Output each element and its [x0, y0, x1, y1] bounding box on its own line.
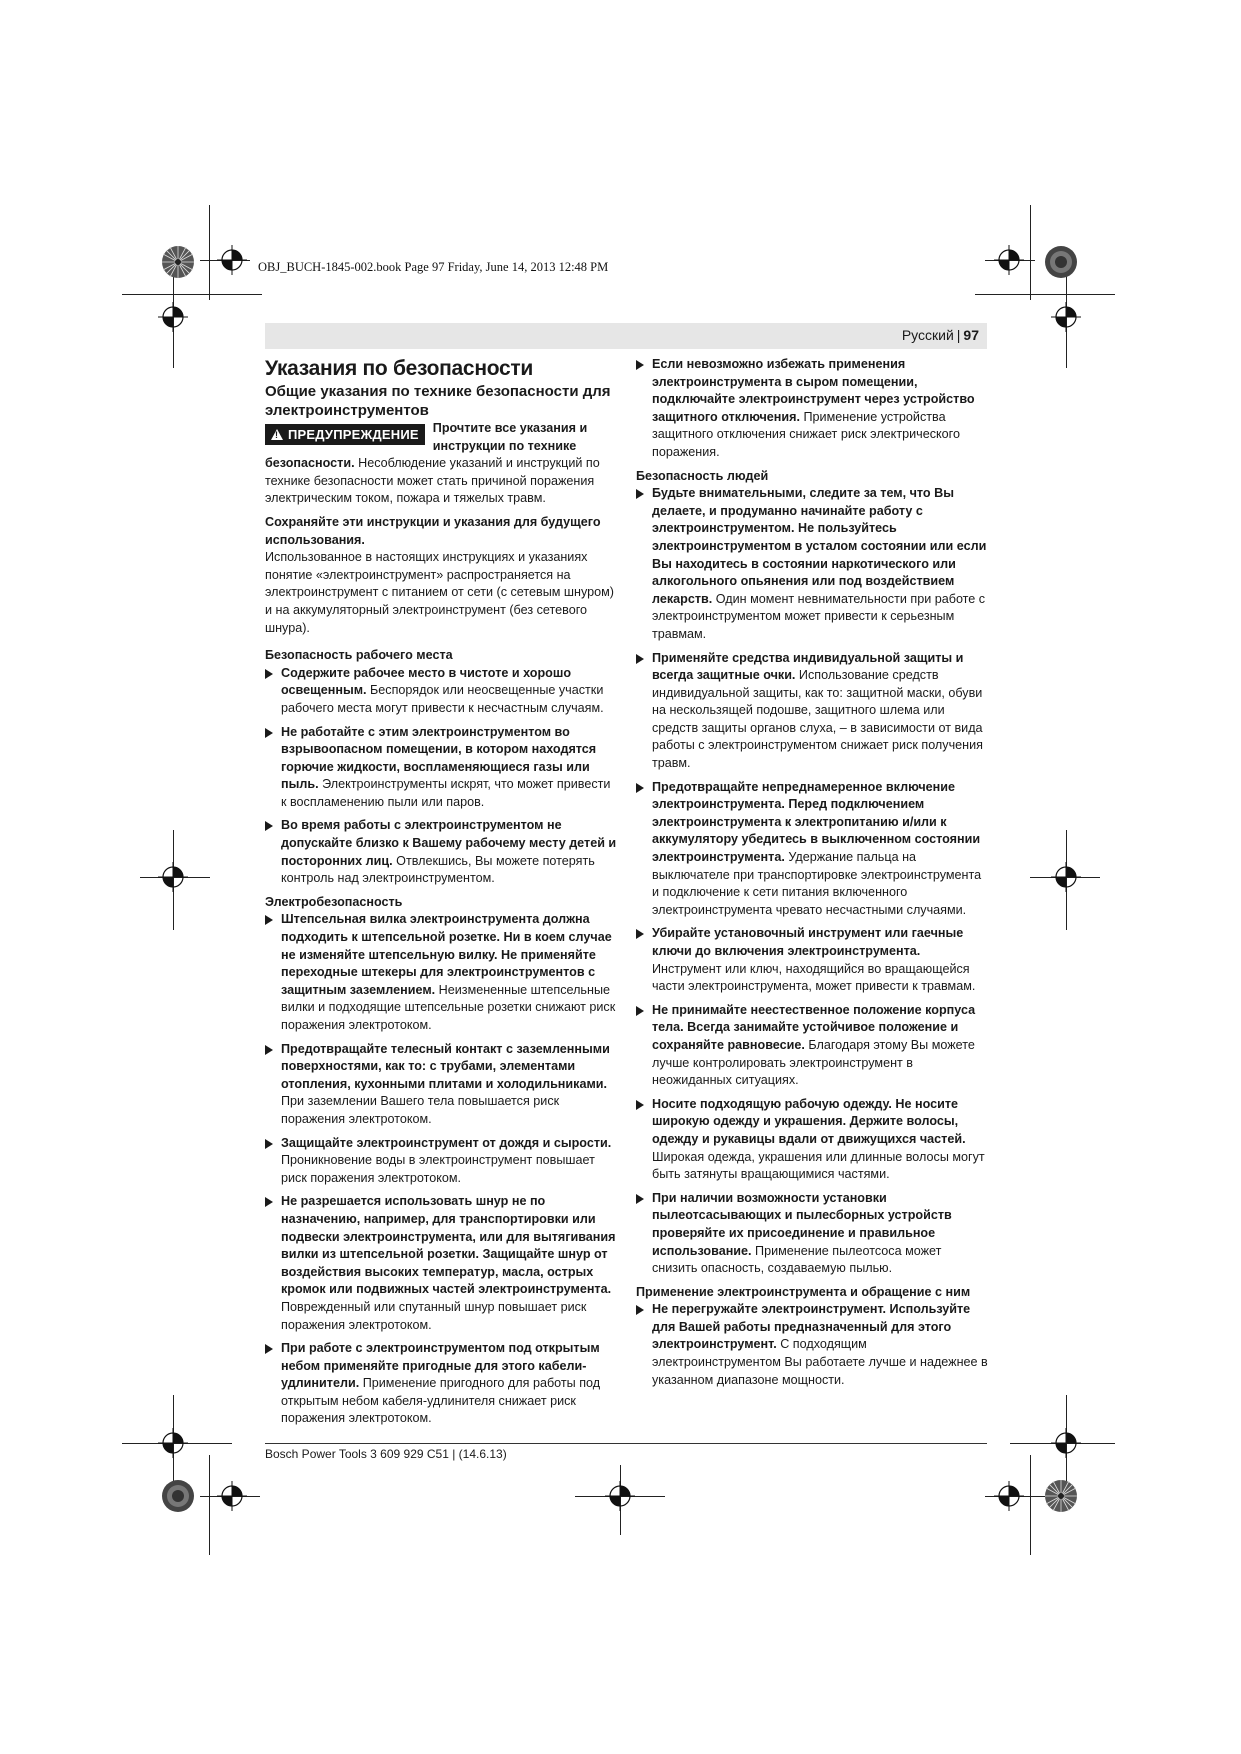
list-item	[636, 356, 988, 462]
bullet-arrow-icon	[636, 1194, 644, 1204]
registration-target-icon	[994, 1481, 1024, 1511]
bullet-arrow-icon	[636, 1006, 644, 1016]
item-bold: При работе с электроинструментом под открытым небом применяйте пригодные для этого кабели-удлинители.	[281, 1341, 600, 1391]
item-text: С подходящим электроинструментом Вы работаете лучше и надежнее в указанном диапазоне мощности.	[652, 1337, 988, 1387]
registration-target-icon	[217, 245, 247, 275]
list-item	[636, 1190, 988, 1278]
list-item	[265, 724, 617, 812]
right-column	[636, 356, 988, 1395]
section-subtitle: Общие указания по технике безопасности для электроинструментов	[265, 383, 611, 419]
registration-target-icon	[158, 302, 188, 332]
item-bold: Не разрешается использовать шнур не по назначению, например, для транспортировки или подвески электроинструмента, или для вытягивания вилки из штепсельной розетки. Защищайте шнур от воздействия высоких температур, масла, острых кромок или подвижных частей электроинструмента.	[281, 1194, 616, 1297]
warning-badge	[265, 424, 425, 445]
item-text: Удержание пальца на выключателе при транспортировке электроинструмента и подключение к сети питания включенного электроинструмента чревато несчастными случаями.	[652, 850, 982, 917]
item-text: Применение устройства защитного отключения снижает риск электрического поражения.	[652, 409, 960, 459]
item-text: Проникновение воды в электроинструмент повышает риск поражения электротоком.	[281, 1153, 595, 1185]
item-bold: Если невозможно избежать применения электроинструмента в сыром помещении, подключайте электроинструмент через устройство защитного отключения.	[652, 357, 975, 424]
section-heading-work-area: Безопасность рабочего места	[265, 648, 453, 663]
page-footer: Bosch Power Tools 3 609 929 C51 | (14.6.13)	[265, 1447, 507, 1461]
registration-target-icon	[1051, 1428, 1081, 1458]
bullet-arrow-icon	[265, 1139, 273, 1149]
registration-target-icon	[1051, 862, 1081, 892]
item-bold: Предотвращайте телесный контакт с заземленными поверхностями, как то: с трубами, элементами отопления, кухонными плитами и холодильниками.	[281, 1041, 610, 1091]
item-bold: Применяйте средства индивидуальной защиты и всегда защитные очки.	[652, 650, 964, 683]
bullet-arrow-icon	[265, 915, 273, 925]
bullet-arrow-icon	[265, 1197, 273, 1207]
left-column	[265, 356, 617, 1434]
item-text: Электроинструменты искрят, что может привести к воспламенению пыли или паров.	[281, 777, 611, 809]
color-rosette-icon	[1044, 1479, 1078, 1513]
bullet-arrow-icon	[265, 1045, 273, 1055]
item-text: При заземлении Вашего тела повышается риск поражения электротоком.	[281, 1094, 560, 1126]
item-bold: Будьте внимательными, следите за тем, что Вы делаете, и продуманно начинайте работу с электроинструментом. Не пользуйтесь электроинструментом в усталом состоянии или если Вы находитесь в состоянии наркотического или алкогольного опьянения или под воздействием лекарств.	[652, 486, 987, 606]
item-text: Широкая одежда, украшения или длинные волосы могут быть затянуты вращающимися частями.	[652, 1149, 985, 1182]
warning-text: Несоблюдение указаний и инструкций по технике безопасности может стать причиной поражения электрическим током, пожара и тяжелых травм.	[265, 456, 600, 506]
item-text: Отвлекшись, Вы можете потерять контроль над электроинструментом.	[281, 853, 595, 886]
item-bold: Предотвращайте непреднамеренное включение электроинструмента. Перед подключением электроинструмента к электропитанию и/или к аккумулятору убедитесь в выключенном состоянии электроинструмента.	[652, 779, 981, 865]
item-bold: Штепсельная вилка электроинструмента должна подходить к штепсельной розетке. Ни в коем случае не изменяйте штепсельную вилку. Не применяйте переходные штекеры для электроинструментов с защитным заземлением.	[281, 912, 612, 997]
bullet-arrow-icon	[636, 360, 644, 370]
color-rosette-icon	[161, 1479, 195, 1513]
list-item	[265, 1340, 617, 1428]
item-text: Беспорядок или неосвещенные участки рабочего места могут привести к несчастным случаям.	[281, 683, 604, 715]
item-bold: При наличии возможности установки пылеотсасывающих и пылесборных устройств проверяйте их присоединение и правильное использование.	[652, 1190, 952, 1258]
bullet-arrow-icon	[636, 1100, 644, 1110]
list-item	[265, 1041, 617, 1129]
list-item	[636, 925, 988, 995]
bullet-arrow-icon	[636, 654, 644, 664]
list-item	[265, 1193, 617, 1334]
registration-target-icon	[217, 1481, 247, 1511]
section-heading-tool-use: Применение электроинструмента и обращение с ним	[636, 1284, 971, 1299]
item-bold: Защищайте электроинструмент от дождя и сырости.	[281, 1135, 612, 1150]
bullet-arrow-icon	[265, 1344, 273, 1354]
list-item	[636, 779, 988, 920]
item-text: Неизмененные штепсельные вилки и подходящие штепсельные розетки снижают риск поражения электротоком.	[281, 982, 616, 1032]
list-item	[636, 1002, 988, 1090]
item-text: Один момент невнимательности при работе с электроинструментом может привести к серьезным травмам.	[652, 591, 986, 641]
list-item	[636, 485, 988, 643]
book-info-line: OBJ_BUCH-1845-002.book Page 97 Friday, June 14, 2013 12:48 PM	[258, 260, 609, 274]
bullet-arrow-icon	[636, 1305, 644, 1315]
item-bold: Носите подходящую рабочую одежду. Не носите широкую одежду и украшения. Держите волосы, одежду и рукавицы вдали от движущихся частей.	[652, 1096, 966, 1146]
bullet-arrow-icon	[636, 489, 644, 499]
header-language: Русский	[901, 327, 954, 343]
bullet-arrow-icon	[265, 821, 273, 831]
list-item	[636, 1301, 988, 1389]
bullet-arrow-icon	[265, 728, 273, 738]
keep-instructions: Сохраняйте эти инструкции и указания для будущего использования.	[265, 514, 601, 547]
bullet-arrow-icon	[636, 783, 644, 793]
definition-text: Использованное в настоящих инструкциях и указаниях понятие «электроинструмент» распространяется на электроинструмент с питанием от сети (с сетевым шнуром) и на аккумуляторный электроинструмент (без сетевого шнура).	[265, 550, 614, 635]
bullet-arrow-icon	[636, 929, 644, 939]
item-bold: Не перегружайте электроинструмент. Используйте для Вашей работы предназначенный для этого электроинструмент.	[652, 1302, 971, 1352]
item-text: Применение пригодного для работы под открытым небом кабеля-удлинителя снижает риск поражения электротоком.	[281, 1376, 601, 1426]
item-text: Применение пылеотсоса может снизить опасность, создаваемую пылью.	[652, 1243, 942, 1276]
color-rosette-icon	[161, 245, 195, 279]
header-text	[902, 327, 979, 343]
bullet-arrow-icon	[265, 669, 273, 679]
item-text: Использование средств индивидуальной защиты, как то: защитной маски, обуви на нескользящей подошве, защитного шлема или средств защиты органов слуха, – в зависимости от вида работы с электроинструментом снижает риск получения травм.	[652, 668, 983, 771]
page-number: 97	[963, 327, 979, 343]
list-item	[265, 911, 617, 1034]
footer-rule	[265, 1443, 987, 1444]
header-separator: |	[956, 327, 961, 343]
item-text: Инструмент или ключ, находящийся во вращающейся части электроинструмента, может привести к травмам.	[652, 961, 976, 994]
item-bold: Убирайте установочный инструмент или гаечные ключи до включения электроинструмента.	[652, 926, 964, 958]
registration-target-icon	[994, 245, 1024, 275]
warning-block	[265, 420, 617, 514]
registration-target-icon	[158, 862, 188, 892]
warning-icon	[271, 429, 283, 440]
list-item	[636, 650, 988, 773]
page-header	[265, 323, 987, 349]
item-bold: Не принимайте неестественное положение корпуса тела. Всегда занимайте устойчивое положение и сохраняйте равновесие.	[652, 1002, 976, 1052]
registration-target-icon	[1051, 302, 1081, 332]
list-item	[636, 1096, 988, 1184]
registration-target-icon	[158, 1428, 188, 1458]
list-item	[265, 1135, 617, 1188]
warning-bold: Прочтите все указания и инструкции по технике безопасности.	[265, 421, 588, 471]
item-bold: Во время работы с электроинструментом не допускайте близко к Вашему рабочему месту детей и посторонних лиц.	[281, 818, 617, 868]
section-heading-personal: Безопасность людей	[636, 468, 769, 483]
section-heading-electrical: Электробезопасность	[265, 894, 403, 909]
warning-badge-label: ПРЕДУПРЕЖДЕНИЕ	[288, 427, 419, 442]
item-bold: Содержите рабочее место в чистоте и хорошо освещенным.	[281, 665, 572, 698]
item-text: Поврежденный или спутанный шнур повышает риск поражения электротоком.	[281, 1299, 587, 1332]
list-item	[265, 665, 617, 718]
page-title: Указания по безопасности	[265, 357, 533, 380]
color-rosette-icon	[1044, 245, 1078, 279]
registration-target-icon	[605, 1481, 635, 1511]
item-text: Благодаря этому Вы можете лучше контролировать электроинструмент в неожиданных ситуациях.	[652, 1037, 975, 1088]
item-bold: Не работайте с этим электроинструментом во взрывоопасном помещении, в котором находятся горючие жидкости, воспламеняющиеся газы или пыль.	[281, 724, 597, 792]
list-item	[265, 817, 617, 887]
